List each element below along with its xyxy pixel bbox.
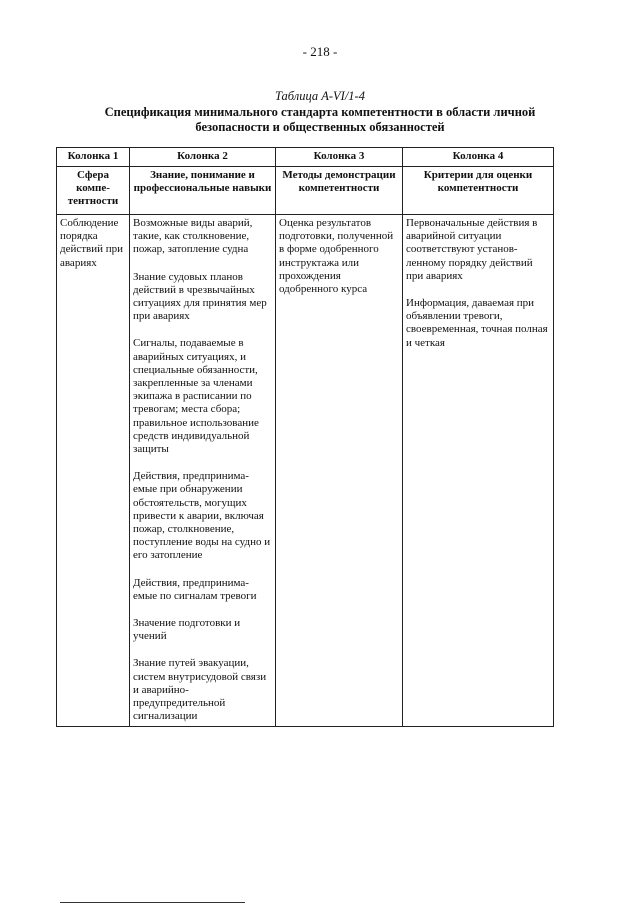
column-number-row <box>57 148 554 167</box>
cell-criteria <box>403 215 554 727</box>
column-number-1: Колонка 1 <box>57 148 130 167</box>
column-number-3: Колонка 3 <box>276 148 403 167</box>
knowledge-item: Значение подготовки и учений <box>133 617 241 643</box>
header-knowledge: Знание, понимание и профессиональные навыки <box>130 167 276 215</box>
knowledge-item: Знание судовых планов действий в чрезвычайных ситуациях для принятия мер при авариях <box>133 270 267 323</box>
column-number-4: Колонка 4 <box>403 148 554 167</box>
table-title: Спецификация минимального стандарта компетентности в области личной безопасности и общественных обязанностей <box>104 105 536 134</box>
table-label: Таблица A-VI/1-4 <box>275 89 365 103</box>
cell-competence <box>57 215 130 727</box>
page-number: - 218 - <box>302 44 338 59</box>
header-methods: Методы демонстрации компетентности <box>276 167 403 215</box>
knowledge-item: Сигналы, подаваемые в аварийных ситуациях, и специальные обязанности, закрепленные за членами экипажа в расписании по тревогам; места сбора; правильное использование средств индивидуальной защиты <box>133 337 259 456</box>
column-header-row <box>57 167 554 215</box>
cell-knowledge <box>130 215 276 727</box>
table-row <box>57 215 554 727</box>
header-criteria: Критерии для оценки компетентности <box>403 167 554 215</box>
knowledge-item: Знание путей эвакуации, систем внутрисудовой связи и аварийно-предупредительной сигнализации <box>133 657 267 723</box>
knowledge-item: Действия, предпринима-емые по сигналам тревоги <box>133 576 257 602</box>
methods-text: Оценка результатов подготовки, полученной в форме одобренного инструктажа или прохождения одобренного курса <box>279 217 394 296</box>
competence-table <box>56 147 554 727</box>
criteria-item: Информация, даваемая при объявлении тревоги, своевременная, точная полная и четкая <box>406 297 548 349</box>
column-number-2: Колонка 2 <box>130 148 276 167</box>
footer-divider <box>60 902 245 903</box>
competence-text: Соблюдение порядка действий при авариях <box>60 217 124 269</box>
criteria-item: Первоначальные действия в аварийной ситуации соответствуют установ-ленному порядку действий при авариях <box>406 217 538 282</box>
knowledge-item: Действия, предпринима-емые при обнаружении обстоятельств, могущих привести к аварии, включая пожар, столкновение, поступление воды на судно и его затопление <box>133 470 271 562</box>
cell-methods <box>276 215 403 727</box>
knowledge-item: Возможные виды аварий, такие, как столкновение, пожар, затопление судна <box>133 217 253 256</box>
header-competence: Сфера компе-тентности <box>57 167 130 215</box>
